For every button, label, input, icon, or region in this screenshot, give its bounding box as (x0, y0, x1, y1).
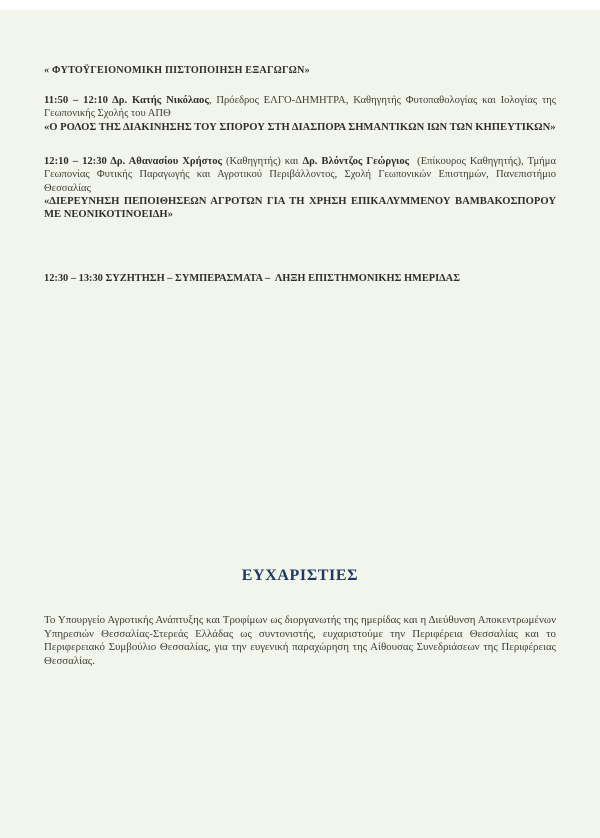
talk-title: «Ο ΡΟΛΟΣ ΤΗΣ ΔΙΑΚΙΝΗΣΗΣ ΤΟΥ ΣΠΟΡΟΥ ΣΤΗ ΔΙΑΣΠΟΡΑ ΣΗΜΑΝΤΙΚΩΝ ΙΩΝ ΤΩΝ ΚΗΠΕΥΤΙΚΩΝ» (44, 121, 556, 133)
document-page (0, 10, 600, 838)
acknowledgements-text: Το Υπουργείο Αγροτικής Ανάπτυξης και Τροφίμων ως διοργανωτής της ημερίδας και η Διεύθυνση Αποκεντρωμένων Υπηρεσιών Θεσσαλίας-Στερεάς Ελλάδας ως συντονιστής, ευχαριστούμε την Περιφέρεια Θεσσαλίας και το Περιφερειακό Συμβούλιο Θεσσαλίας, για την ευγενική παραχώρηση της Αίθουσας Συνεδριάσεων της Περιφέρειας Θεσσαλίας. (44, 614, 556, 667)
talk-time: 11:50 – 12:10 (44, 95, 113, 106)
talk-item (44, 94, 556, 134)
speaker-name-second: Δρ. Βλόντζος Γεώργιος (302, 156, 410, 167)
speaker-affiliation: (Επίκουρος Καθηγητής), Τμήμα Γεωπονίας Φυτικής Παραγωγής και Αγροτικού Περιβάλλοντος, Σχολή Γεωπονικών Επιστημών, Πανεπιστήμιο Θεσσαλίας (44, 156, 556, 194)
talk-title: «ΔΙΕΡΕΥΝΗΣΗ ΠΕΠΟΙΘΗΣΕΩΝ ΑΓΡΟΤΩΝ ΓΙΑ ΤΗ ΧΡΗΣΗ ΕΠΙΚΑΛΥΜΜΕΝΟΥ ΒΑΜΒΑΚΟΣΠΟΡΟΥ ΜΕ ΝΕΟΝΙΚΟΤΙΝΟΕΙΔΗ» (44, 195, 556, 221)
talk-speaker-line (44, 94, 556, 121)
acknowledgements-title: ΕΥΧΑΡΙΣΤΙΕΣ (241, 567, 359, 584)
closing-session-line: 12:30 – 13:30 ΣΥΖΗΤΗΣΗ – ΣΥΜΠΕΡΑΣΜΑΤΑ – ΛΗΞΗ ΕΠΙΣΤΗΜΟΝΙΚΗΣ ΗΜΕΡΙΔΑΣ (44, 273, 460, 284)
talk-speaker-line (44, 155, 556, 195)
speaker-affiliation: , Πρόεδρος ΕΛΓΟ-ΔΗΜΗΤΡΑ, Καθηγητής Φυτοπαθολογίας και Ιολογίας της Γεωπονικής Σχολής του ΑΠΘ (44, 95, 556, 120)
talk-time: 12:10 – 12:30 (44, 156, 111, 167)
session-header: « ΦΥΤΟΫΓΕΙΟΝΟΜΙΚΗ ΠΙΣΤΟΠΟΙΗΣΗ ΕΞΑΓΩΓΩΝ» (44, 65, 310, 76)
speaker-name: Δρ. Κατής Νικόλαος (112, 95, 209, 106)
top-margin-strip (0, 0, 600, 10)
speaker-name: Δρ. Αθανασίου Χρήστος (110, 156, 222, 167)
speaker-role: (Καθηγητής) και (222, 156, 303, 167)
talk-item (44, 155, 556, 221)
